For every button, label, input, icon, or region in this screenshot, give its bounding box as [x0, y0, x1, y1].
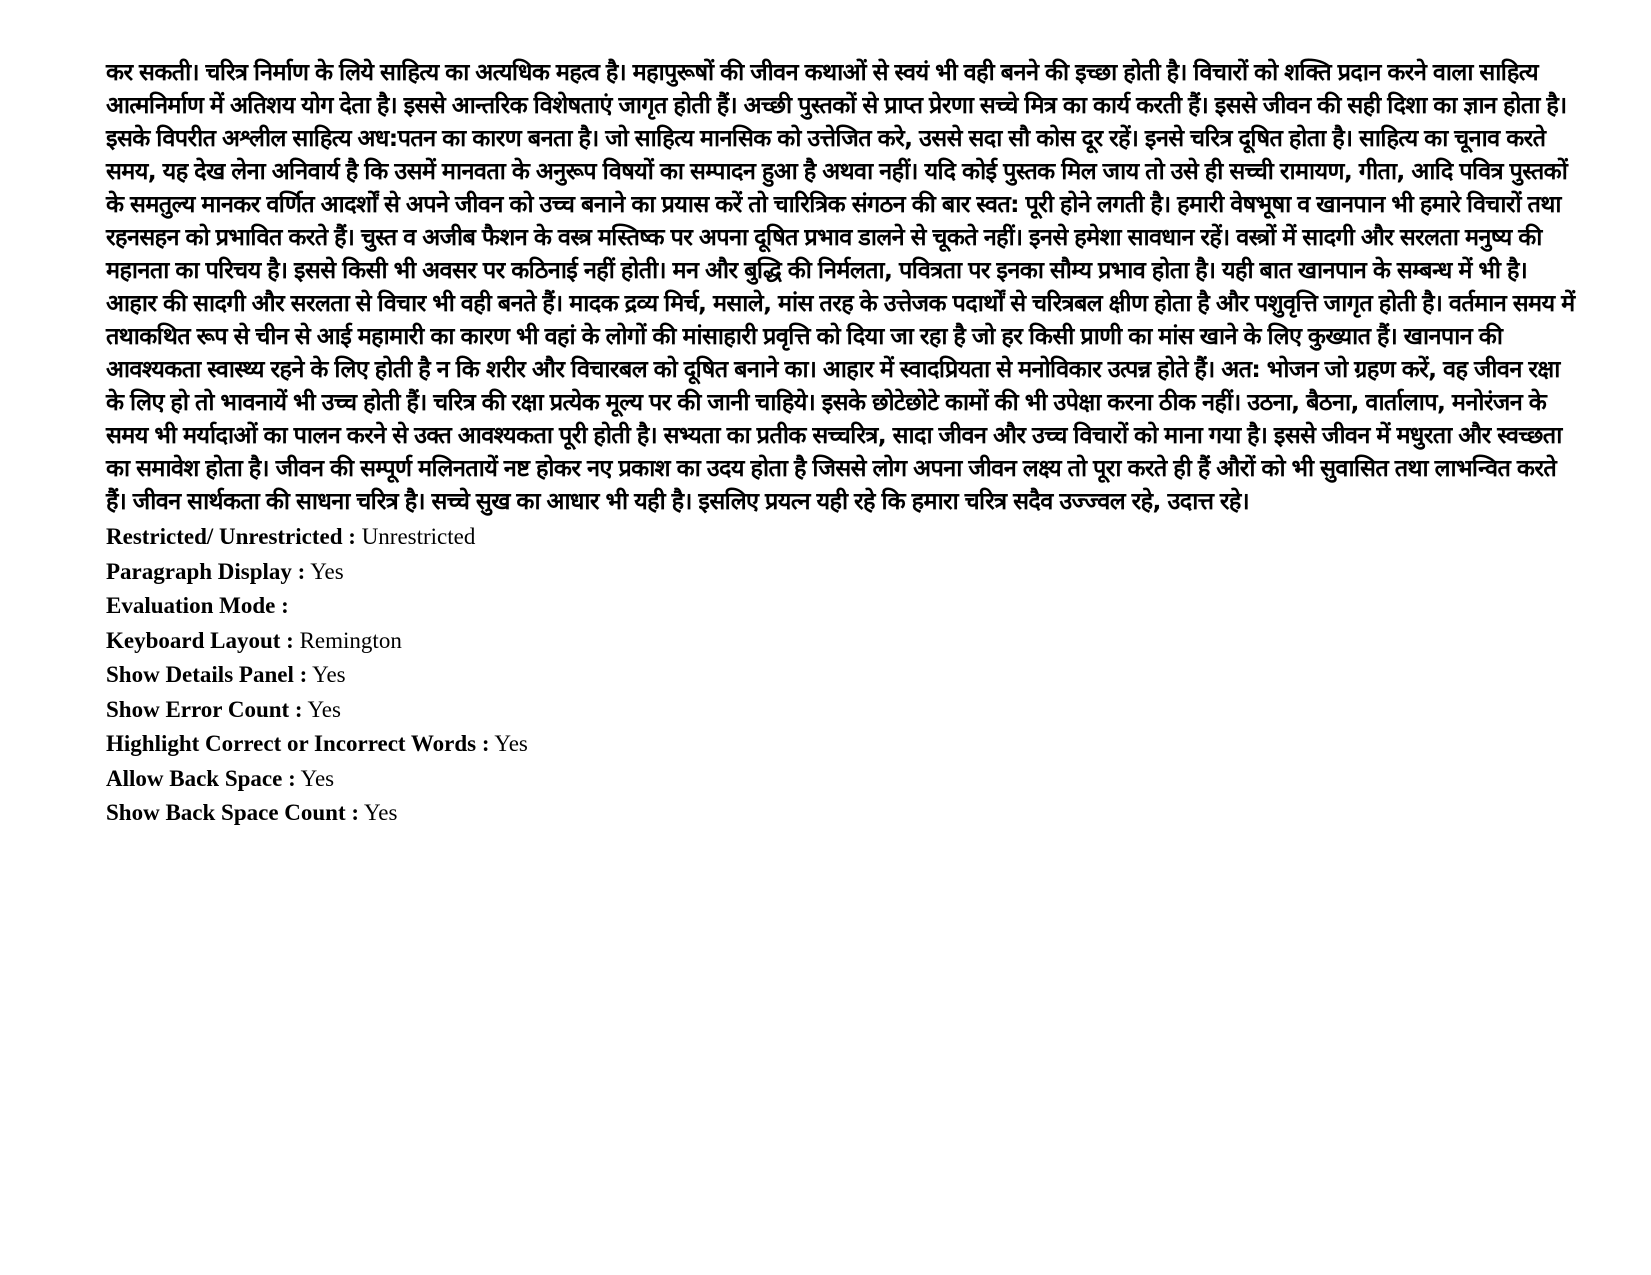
setting-label: Show Error Count : — [106, 696, 303, 722]
setting-label: Show Back Space Count : — [106, 800, 360, 825]
setting-label: Allow Back Space : — [106, 765, 296, 791]
setting-value: Yes — [300, 765, 335, 791]
setting-value: Yes — [494, 731, 528, 756]
setting-highlight-words — [106, 727, 1576, 762]
setting-value: Remington — [299, 627, 402, 653]
setting-label: Paragraph Display : — [106, 558, 306, 584]
setting-keyboard-layout — [106, 624, 1576, 659]
setting-value: Yes — [312, 662, 346, 687]
setting-value: Yes — [310, 558, 344, 584]
setting-show-error-count — [106, 693, 1576, 728]
passage-text: कर सकती। चरित्र निर्माण के लिये साहित्य का अत्यधिक महत्व है। महापुरूषों की जीवन कथाओं से स्वयं भी वही बनने की इच्छा होती है। विचारों को शक्ति प्रदान करने वाला साहित्य आत्मनिर्माण में अतिशय योग देता है। इससे आन्तरिक विशेषताएं जागृत होती हैं। अच्छी पुस्तकों से प्राप्त प्रेरणा सच्चे मित्र का कार्य करती हैं। इससे जीवन की सही दिशा का ज्ञान होता है। इसके विपरीत अश्लील साहित्य अध:पतन का कारण बनता है। जो साहित्य मानसिक को उत्तेजित करे, उससे सदा सौ कोस दूर रहें। इनसे चरित्र दूषित होता है। साहित्य का चूनाव करते समय, यह देख लेना अनिवार्य है कि उसमें मानवता के अनुरूप विषयों का सम्पादन हुआ है अथवा नहीं। यदि कोई पुस्तक मिल जाय तो उसे ही सच्ची रामायण, गीता, आदि पवित्र पुस्तकों के समतुल्य मानकर वर्णित आदर्शों से अपने जीवन को उच्च बनाने का प्रयास करें तो चारित्रिक संगठन की बार स्वत: पूरी होने लगती है। हमारी वेषभूषा व खानपान भी हमारे विचारों तथा रहनसहन को प्रभावित करते हैं। चुस्त व अजीब फैशन के वस्त्र मस्तिष्क पर अपना दूषित प्रभाव डालने से चूकते नहीं। इनसे हमेशा सावधान रहें। वस्त्रों में सादगी और सरलता मनुष्य की महानता का परिचय है। इससे किसी भी अवसर पर कठिनाई नहीं होती। मन और बुद्धि की निर्मलता, पवित्रता पर इनका सौम्य प्रभाव होता है। यही बात खानपान के सम्बन्ध में भी है। आहार की सादगी और सरलता से विचार भी वही बनते हैं। मादक द्रव्य मिर्च, मसाले, मांस तरह के उत्तेजक पदार्थों से चरित्रबल क्षीण होता है और पशुवृत्ति जागृत होती है। वर्तमान समय में तथाकथित रूप से चीन से आई महामारी का कारण भी वहां के लोगों की मांसाहारी प्रवृत्ति को दिया जा रहा है जो हर किसी प्राणी का मांस खाने के लिए कुख्यात हैं। खानपान की आवश्यकता स्वास्थ्य रहने के लिए होती है न कि शरीर और विचारबल को दूषित बनाने का। आहार में स्वादप्रियता से मनोविकार उत्पन्न होते हैं। अत: भोजन जो ग्रहण करें, वह जीवन रक्षा के लिए हो तो भावनायें भी उच्च होती हैं। चरित्र की रक्षा प्रत्येक मूल्य पर की जानी चाहिये। इसके छोटेछोटे कामों की भी उपेक्षा करना ठीक नहीं। उठना, बैठना, वार्तालाप, मनोरंजन के समय भी मर्यादाओं का पालन करने से उक्त आवश्यकता पूरी होती है। सभ्यता का प्रतीक सच्चरित्र, सादा जीवन और उच्च विचारों को माना गया है। इससे जीवन में मधुरता और स्वच्छता का समावेश होता है। जीवन की सम्पूर्ण मलिनतायें नष्ट होकर नए प्रकाश का उदय होता है जिससे लोग अपना जीवन लक्ष्य तो पूरा करते ही हैं औरों को भी सुवासित तथा लाभन्वित करते हैं। जीवन सार्थकता की साधना चरित्र है। सच्चे सुख का आधार भी यही है। इसलिए प्रयत्न यही रहे कि हमारा चरित्र सदैव उज्ज्वल रहे, उदात्त रहे। — [106, 58, 1575, 515]
setting-allow-back-space — [106, 762, 1576, 797]
document-page — [106, 56, 1576, 831]
setting-value: Yes — [307, 696, 341, 722]
setting-label: Highlight Correct or Incorrect Words : — [106, 731, 490, 756]
setting-value: Unrestricted — [361, 524, 476, 549]
setting-label: Restricted/ Unrestricted : — [106, 524, 356, 549]
setting-label: Evaluation Mode : — [106, 593, 289, 618]
setting-paragraph-display — [106, 555, 1576, 590]
setting-show-details-panel — [106, 658, 1576, 693]
setting-evaluation-mode — [106, 589, 1576, 624]
setting-restricted — [106, 520, 1576, 555]
setting-show-back-space-count — [106, 796, 1576, 831]
setting-label: Keyboard Layout : — [106, 627, 294, 653]
settings-list — [106, 520, 1576, 831]
setting-value: Yes — [363, 800, 398, 825]
setting-label: Show Details Panel : — [106, 662, 308, 687]
